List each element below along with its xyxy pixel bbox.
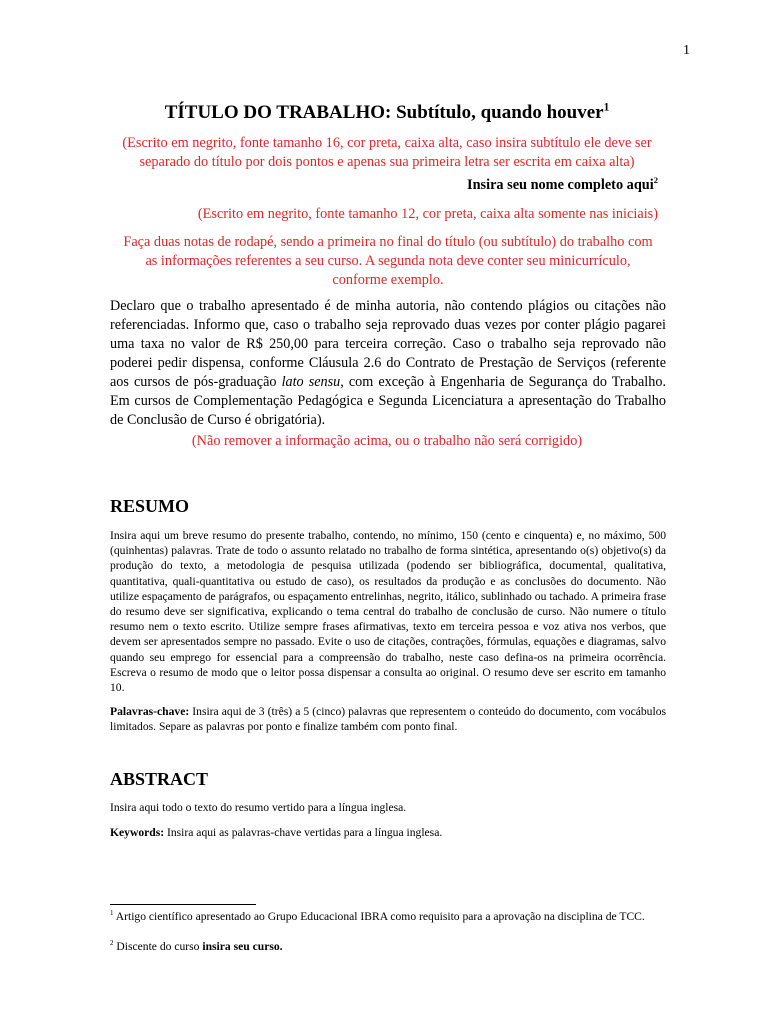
footnote-1-text: Artigo científico apresentado ao Grupo Educacional IBRA como requisito para a aprovação na disciplina de TCC. — [113, 910, 645, 923]
author-instruction: (Escrito em negrito, fonte tamanho 12, cor preta, caixa alta somente nas iniciais) — [197, 206, 658, 222]
declaration-italic: lato sensu — [281, 374, 341, 390]
resumo-heading: RESUMO — [110, 496, 190, 516]
abstract-text: Insira aqui todo o texto do resumo vertido para a língua inglesa. — [110, 801, 407, 814]
title-text: TÍTULO DO TRABALHO: Subtítulo, quando houver — [164, 102, 604, 123]
resumo-keywords-label: Palavras-chave: — [110, 705, 190, 718]
footnote-instruction: Faça duas notas de rodapé, sendo a primeira no final do título (ou subtítulo) do trabalho com as informações referentes a seu curso. A segunda nota deve conter seu minicurrículo, conforme exemplo. — [123, 234, 653, 288]
abstract-keywords-text: Insira aqui as palavras-chave vertidas para a língua inglesa. — [164, 826, 443, 839]
footnote-1 — [110, 910, 666, 924]
resumo-keywords-text: Insira aqui de 3 (três) a 5 (cinco) palavras que representem o conteúdo do documento, com vocábulos limitados. Separe as palavras por ponto e finalize também com ponto final. — [110, 705, 666, 734]
author-name — [467, 177, 658, 194]
resumo-keywords — [110, 704, 666, 734]
abstract-heading: ABSTRACT — [110, 769, 209, 789]
resumo-text: Insira aqui um breve resumo do presente trabalho, contendo, no mínimo, 150 (cento e cinquenta) e, no máximo, 500 (quinhentas) palavras. Trate de todo o assunto relatado no trabalho de forma sintética, apresentando o(s) objetivo(s) da produção do texto, a metodologia de pesquisa utilizada (podendo ser bibliográfica, documental, qualitativa, quantitativa, quali-quantitativa ou estudo de caso), os resultados da produção e as conclusões do documento. Não utilize espaçamento de parágrafos, ou espaçamento entrelinhas, negrito, itálico, sublinhado ou tachado. A primeira frase do resumo deve ser significativa, explicando o tema central do trabalho de conclusão de curso. Não numere o título resumo nem o texto escrito. Utilize sempre frases afirmativas, texto em terceira pessoa e voz ativa nos verbos, que devem ser apresentados sempre no passado. Evite o uso de citações, contrações, fórmulas, equações e diagramas, salvo quando seu emprego for essencial para a compreensão do trabalho, neste caso defina-os na primeira ocorrência. Escreva o resumo de modo que o leitor possa dispensar a consulta ao original. O resumo deve ser escrito em tamanho 10. — [110, 529, 666, 695]
declaration-paragraph — [110, 297, 666, 430]
page-number: 1 — [683, 43, 690, 58]
paper-title — [108, 101, 666, 125]
author-text: Insira seu nome completo aqui — [467, 177, 654, 193]
title-footnote-mark: 1 — [603, 101, 610, 114]
declaration-part1: Declaro que o trabalho apresentado é de minha autoria, não contendo plágios ou citações não referenciadas. Informo que, caso o trabalho seja reprovado duas vezes por conter plágio pagarei uma taxa no valor de R$ 250,00 para terceira correção. Caso o trabalho seja reprovado não poderei pedir dispensa, conforme Cláusula 2.6 do Contrato de Prestação de Serviços (referente aos cursos de pós-graduação — [110, 298, 666, 390]
footnote-1-mark: 1 — [110, 909, 114, 918]
footnote-separator — [110, 904, 256, 905]
declaration-part2: , com exceção à Engenharia de Segurança do Trabalho. Em cursos de Complementação Pedagógica e Segunda Licenciatura a apresentação do Trabalho de Conclusão de Curso é obrigatória). — [110, 374, 666, 428]
author-footnote-mark: 2 — [653, 175, 658, 186]
title-instruction: (Escrito em negrito, fonte tamanho 16, cor preta, caixa alta, caso insira subtítulo ele deve ser separado do título por dois pontos e apenas sua primeira letra ser escrita em caixa alta) — [122, 135, 652, 170]
do-not-remove-notice: (Não remover a informação acima, ou o trabalho não será corrigido) — [191, 433, 583, 449]
footnote-2 — [110, 940, 666, 953]
footnote-2-mark: 2 — [110, 939, 114, 948]
footnote-2-text: Discente do curso — [113, 940, 203, 953]
abstract-keywords — [110, 826, 666, 839]
abstract-keywords-label: Keywords: — [110, 826, 165, 839]
footnote-2-bold: insira seu curso. — [202, 940, 283, 953]
